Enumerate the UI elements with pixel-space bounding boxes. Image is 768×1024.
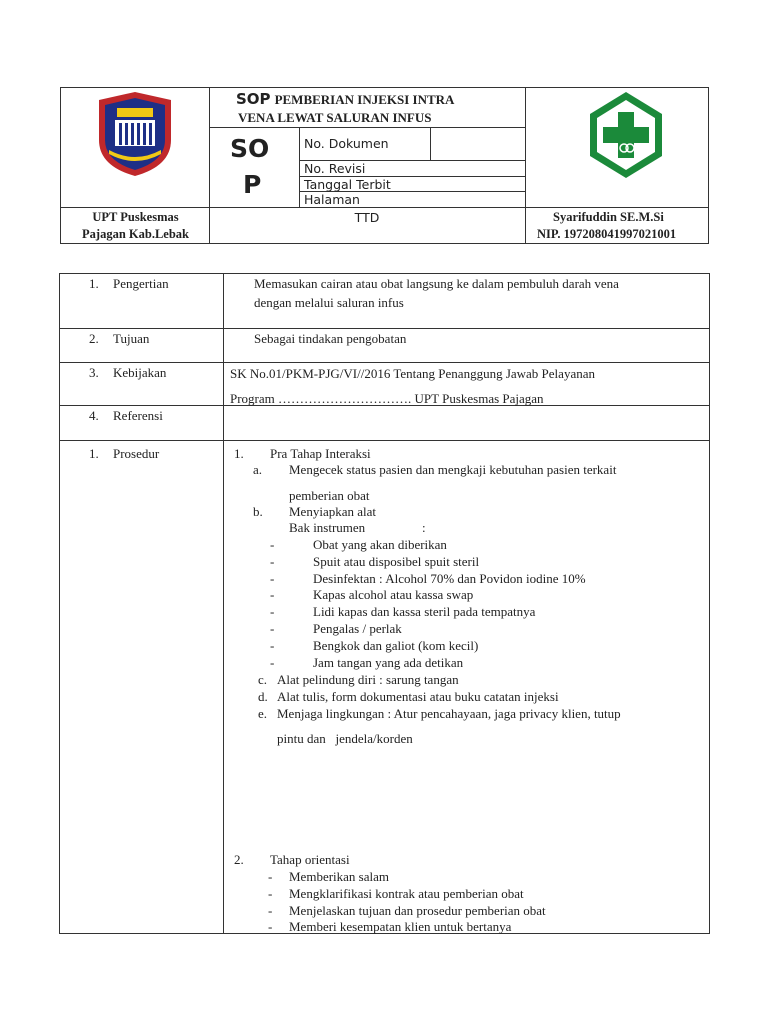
orient-dash: - — [268, 903, 273, 918]
item-a-line2: pemberian obat — [289, 488, 370, 503]
signer-nip: NIP. 197208041997021001 — [537, 227, 677, 241]
item-b-line1: Menyiapkan alat — [289, 504, 376, 519]
field-no-revisi: No. Revisi — [304, 161, 366, 176]
kebijakan-line1: SK No.01/PKM-PJG/VI//2016 Tentang Penanggung Jawab Pelayanan — [230, 366, 595, 381]
tool-item: Lidi kapas dan kassa steril pada tempatnya — [313, 604, 536, 619]
item-b-colon: : — [422, 520, 426, 535]
signer-name: Syarifuddin SE.M.Si — [553, 210, 664, 224]
item-b-mark: b. — [253, 504, 263, 519]
tool-dash: - — [270, 587, 275, 602]
step1-title: Pra Tahap Interaksi — [270, 446, 371, 461]
row4-label: Referensi — [113, 408, 163, 423]
item-d-mark: d. — [258, 689, 268, 704]
org-line1: UPT Puskesmas — [92, 210, 179, 224]
item-a-mark: a. — [253, 462, 263, 477]
row5-label: Prosedur — [113, 446, 160, 461]
tool-dash: - — [270, 638, 275, 653]
sop-word: SOP — [236, 90, 271, 108]
document-title — [236, 90, 454, 109]
orient-item: Mengklarifikasi kontrak atau pemberian obat — [289, 886, 524, 901]
tool-dash: - — [270, 604, 275, 619]
ttd-label: TTD — [354, 210, 380, 225]
item-e-line1: Menjaga lingkungan : Atur pencahayaan, jaga privacy klien, tutup — [277, 706, 621, 721]
item-e-mark: e. — [258, 706, 268, 721]
row1-label: Pengertian — [113, 276, 169, 291]
tool-dash: - — [270, 537, 275, 552]
puskesmas-logo-icon — [95, 90, 175, 178]
tool-item: Obat yang akan diberikan — [313, 537, 447, 552]
orient-dash: - — [268, 869, 273, 884]
kebijakan-line2: Program …………………………. UPT Puskesmas Pajagan — [230, 391, 544, 406]
tool-item: Kapas alcohol atau kassa swap — [313, 587, 474, 602]
item-d-text: Alat tulis, form dokumentasi atau buku catatan injeksi — [277, 689, 559, 704]
orient-item: Memberikan salam — [289, 869, 389, 884]
row3-label: Kebijakan — [113, 365, 167, 380]
tujuan-line1: Sebagai tindakan pengobatan — [254, 331, 407, 346]
row5-num: 1. — [89, 446, 99, 461]
row4-num: 4. — [89, 408, 99, 423]
title-line1: PEMBERIAN INJEKSI INTRA — [274, 92, 455, 107]
tool-item: Pengalas / perlak — [313, 621, 402, 636]
sop-big-2: P — [243, 170, 262, 199]
item-b-line2: Bak instrumen — [289, 520, 366, 535]
org-line2: Pajagan Kab.Lebak — [82, 227, 189, 241]
field-halaman: Halaman — [304, 192, 360, 207]
item-e-line2: pintu dan jendela/korden — [277, 731, 413, 746]
row1-num: 1. — [89, 276, 99, 291]
step1-num: 1. — [234, 446, 244, 461]
tool-dash: - — [270, 554, 275, 569]
tool-dash: - — [270, 655, 275, 670]
sop-big-1: SO — [230, 134, 270, 163]
step2-num: 2. — [234, 852, 244, 867]
tool-item: Spuit atau disposibel spuit steril — [313, 554, 480, 569]
title-line2: VENA LEWAT SALURAN INFUS — [238, 110, 432, 125]
orient-item: Memberi kesempatan klien untuk bertanya — [289, 919, 512, 934]
health-cross-logo-icon — [586, 90, 666, 180]
field-tanggal-terbit: Tanggal Terbit — [304, 177, 391, 192]
tool-item: Bengkok dan galiot (kom kecil) — [313, 638, 479, 653]
orient-dash: - — [268, 919, 273, 934]
pengertian-line2: dengan melalui saluran infus — [254, 295, 404, 310]
row2-label: Tujuan — [113, 331, 150, 346]
tool-item: Desinfektan : Alcohol 70% dan Povidon iodine 10% — [313, 571, 586, 586]
row2-num: 2. — [89, 331, 99, 346]
item-c-mark: c. — [258, 672, 268, 687]
tool-dash: - — [270, 571, 275, 586]
orient-item: Menjelaskan tujuan dan prosedur pemberian obat — [289, 903, 546, 918]
orient-dash: - — [268, 886, 273, 901]
row3-num: 3. — [89, 365, 99, 380]
item-c-text: Alat pelindung diri : sarung tangan — [277, 672, 459, 687]
step2-title: Tahap orientasi — [270, 852, 350, 867]
field-no-dokumen: No. Dokumen — [304, 136, 389, 151]
pengertian-line1: Memasukan cairan atau obat langsung ke dalam pembuluh darah vena — [254, 276, 619, 291]
tool-dash: - — [270, 621, 275, 636]
tool-item: Jam tangan yang ada detikan — [313, 655, 464, 670]
item-a-line1: Mengecek status pasien dan mengkaji kebutuhan pasien terkait — [289, 462, 617, 477]
